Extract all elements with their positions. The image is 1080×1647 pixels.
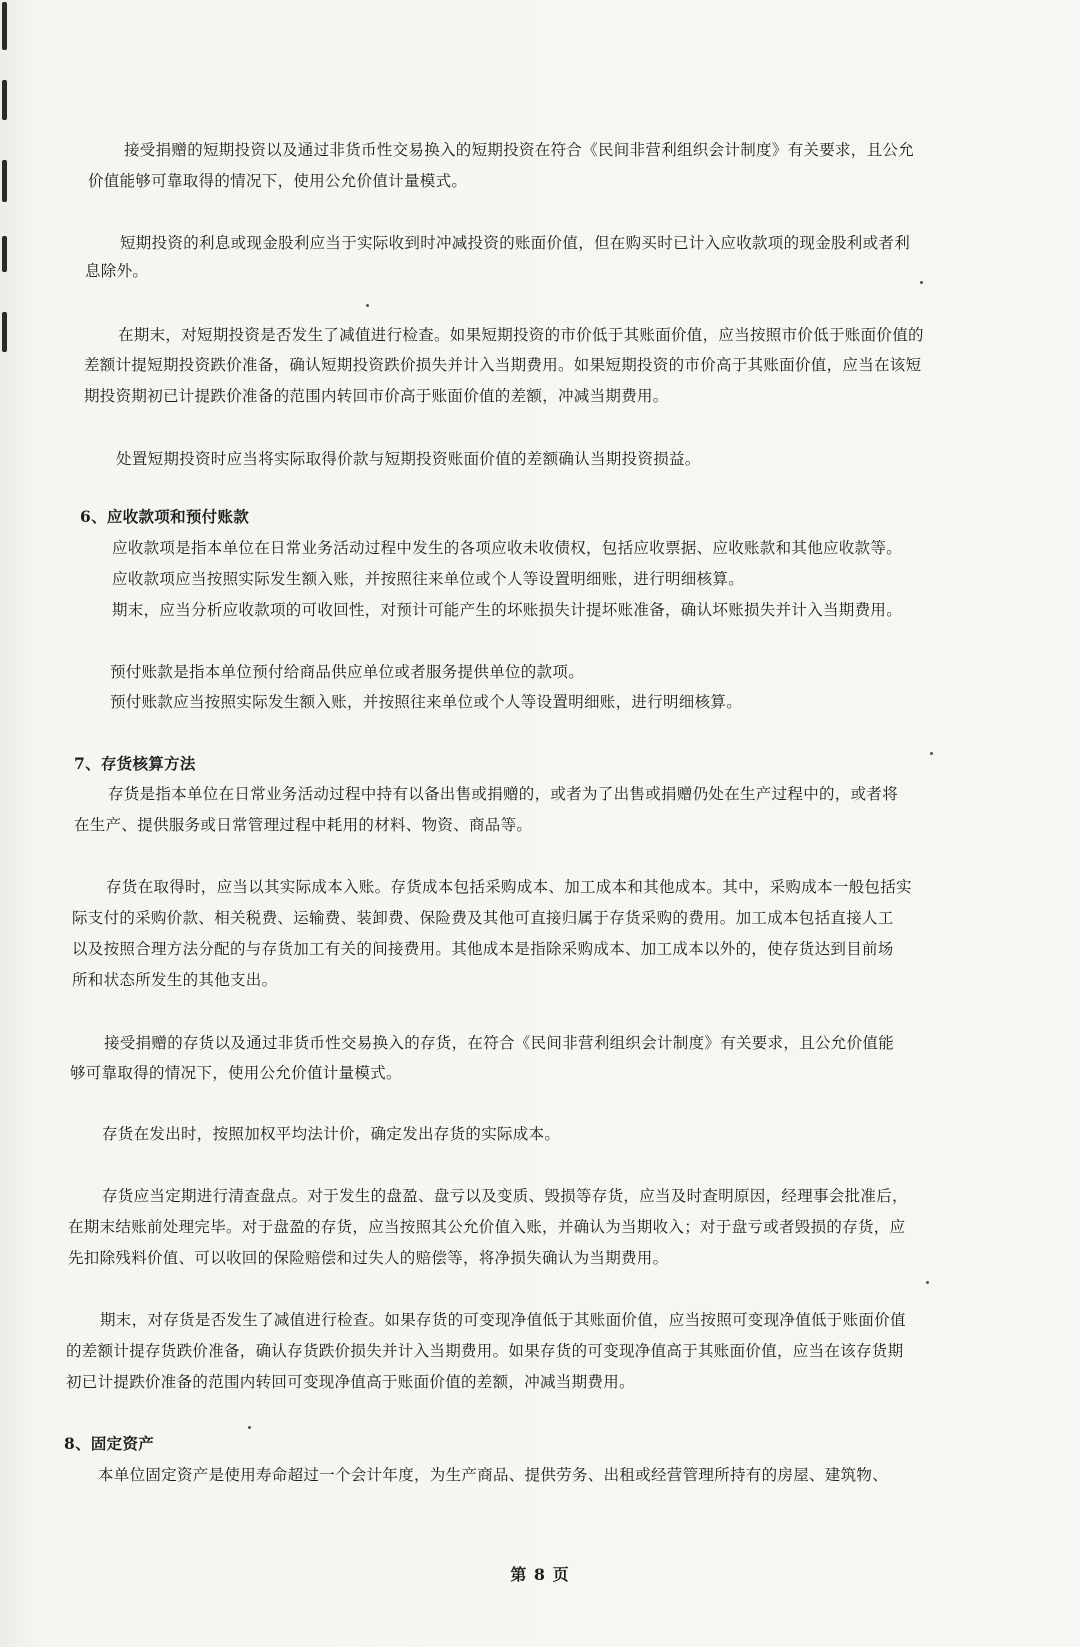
text-line: 在期末结账前处理完毕。对于盘盈的存货，应当按照其公允价值入账，并确认为当期收入；对于盘亏或者毁损的存货，应 xyxy=(68,1218,906,1236)
text-line: 处置短期投资时应当将实际取得价款与短期投资账面价值的差额确认当期投资损益。 xyxy=(116,450,701,468)
text-line: 在生产、提供服务或日常管理过程中耗用的材料、物资、商品等。 xyxy=(74,816,533,834)
text-line: 期末，对存货是否发生了减值进行检查。如果存货的可变现净值低于其账面价值，应当按照可变现净值低于账面价值 xyxy=(100,1311,906,1329)
text-line: 期末，应当分析应收款项的可收回性，对预计可能产生的坏账损失计提坏账准备，确认坏账损失并计入当期费用。 xyxy=(112,601,903,619)
section-heading: 6、应收款项和预付账款 xyxy=(80,507,250,526)
text-line: 够可靠取得的情况下，使用公允价值计量模式。 xyxy=(70,1064,402,1082)
text-line: 预付账款应当按照实际发生额入账，并按照往来单位或个人等设置明细账，进行明细核算。 xyxy=(110,693,743,711)
text-line: 应收款项应当按照实际发生额入账，并按照往来单位或个人等设置明细账，进行明细核算。 xyxy=(112,570,745,588)
text-line: 所和状态所发生的其他支出。 xyxy=(72,971,278,989)
text-line: 接受捐赠的存货以及通过非货币性交易换入的存货，在符合《民间非营利组织会计制度》有关要求，且公允价值能 xyxy=(104,1034,895,1052)
text-line: 差额计提短期投资跌价准备，确认短期投资跌价损失并计入当期费用。如果短期投资的市价高于其账面价值，应当在该短 xyxy=(84,356,922,374)
text-line: 预付账款是指本单位预付给商品供应单位或者服务提供单位的款项。 xyxy=(110,663,585,681)
text-line: 的差额计提存货跌价准备，确认存货跌价损失并计入当期费用。如果存货的可变现净值高于其账面价值，应当在该存货期 xyxy=(66,1342,904,1360)
section-heading: 8、固定资产 xyxy=(64,1434,155,1453)
text-line: 初已计提跌价准备的范围内转回可变现净值高于账面价值的差额，冲减当期费用。 xyxy=(66,1373,635,1391)
text-line: 在期末，对短期投资是否发生了减值进行检查。如果短期投资的市价低于其账面价值，应当按照市价低于账面价值的 xyxy=(118,326,924,344)
text-line: 先扣除残料价值、可以收回的保险赔偿和过失人的赔偿等，将净损失确认为当期费用。 xyxy=(68,1249,669,1267)
text-line: 价值能够可靠取得的情况下，使用公允价值计量模式。 xyxy=(88,172,468,190)
text-line: 接受捐赠的短期投资以及通过非货币性交易换入的短期投资在符合《民间非营利组织会计制度》有关要求，且公允 xyxy=(124,141,915,159)
text-line: 存货在发出时，按照加权平均法计价，确定发出存货的实际成本。 xyxy=(102,1125,561,1143)
scan-speck xyxy=(926,1281,929,1284)
text-line: 期投资期初已计提跌价准备的范围内转回市价高于账面价值的差额，冲减当期费用。 xyxy=(84,387,669,405)
scan-speck xyxy=(930,752,933,755)
text-line: 短期投资的利息或现金股利应当于实际收到时冲减投资的账面价值，但在购买时已计入应收款项的现金股利或者利 xyxy=(120,234,911,252)
text-line: 息除外。 xyxy=(85,262,149,280)
text-line: 本单位固定资产是使用寿命超过一个会计年度，为生产商品、提供劳务、出租或经营管理所持有的房屋、建筑物、 xyxy=(98,1466,889,1484)
text-line: 以及按照合理方法分配的与存货加工有关的间接费用。其他成本是指除采购成本、加工成本以外的，使存货达到目前场 xyxy=(72,940,894,958)
scan-speck xyxy=(248,1426,251,1429)
scan-speck xyxy=(366,304,369,307)
text-line: 存货应当定期进行清查盘点。对于发生的盘盈、盘亏以及变质、毁损等存货，应当及时查明原因，经理事会批准后， xyxy=(102,1187,908,1205)
text-line: 际支付的采购价款、相关税费、运输费、装卸费、保险费及其他可直接归属于存货采购的费用。加工成本包括直接人工 xyxy=(72,909,894,927)
scan-speck xyxy=(920,281,923,284)
text-line: 应收款项是指本单位在日常业务活动过程中发生的各项应收未收债权，包括应收票据、应收账款和其他应收款等。 xyxy=(112,539,903,557)
page-number: 第 8 页 xyxy=(510,1565,570,1584)
section-heading: 7、存货核算方法 xyxy=(74,754,196,773)
text-line: 存货是指本单位在日常业务活动过程中持有以备出售或捐赠的，或者为了出售或捐赠仍处在生产过程中的，或者将 xyxy=(108,785,899,803)
text-line: 存货在取得时，应当以其实际成本入账。存货成本包括采购成本、加工成本和其他成本。其中，采购成本一般包括实 xyxy=(106,878,912,896)
